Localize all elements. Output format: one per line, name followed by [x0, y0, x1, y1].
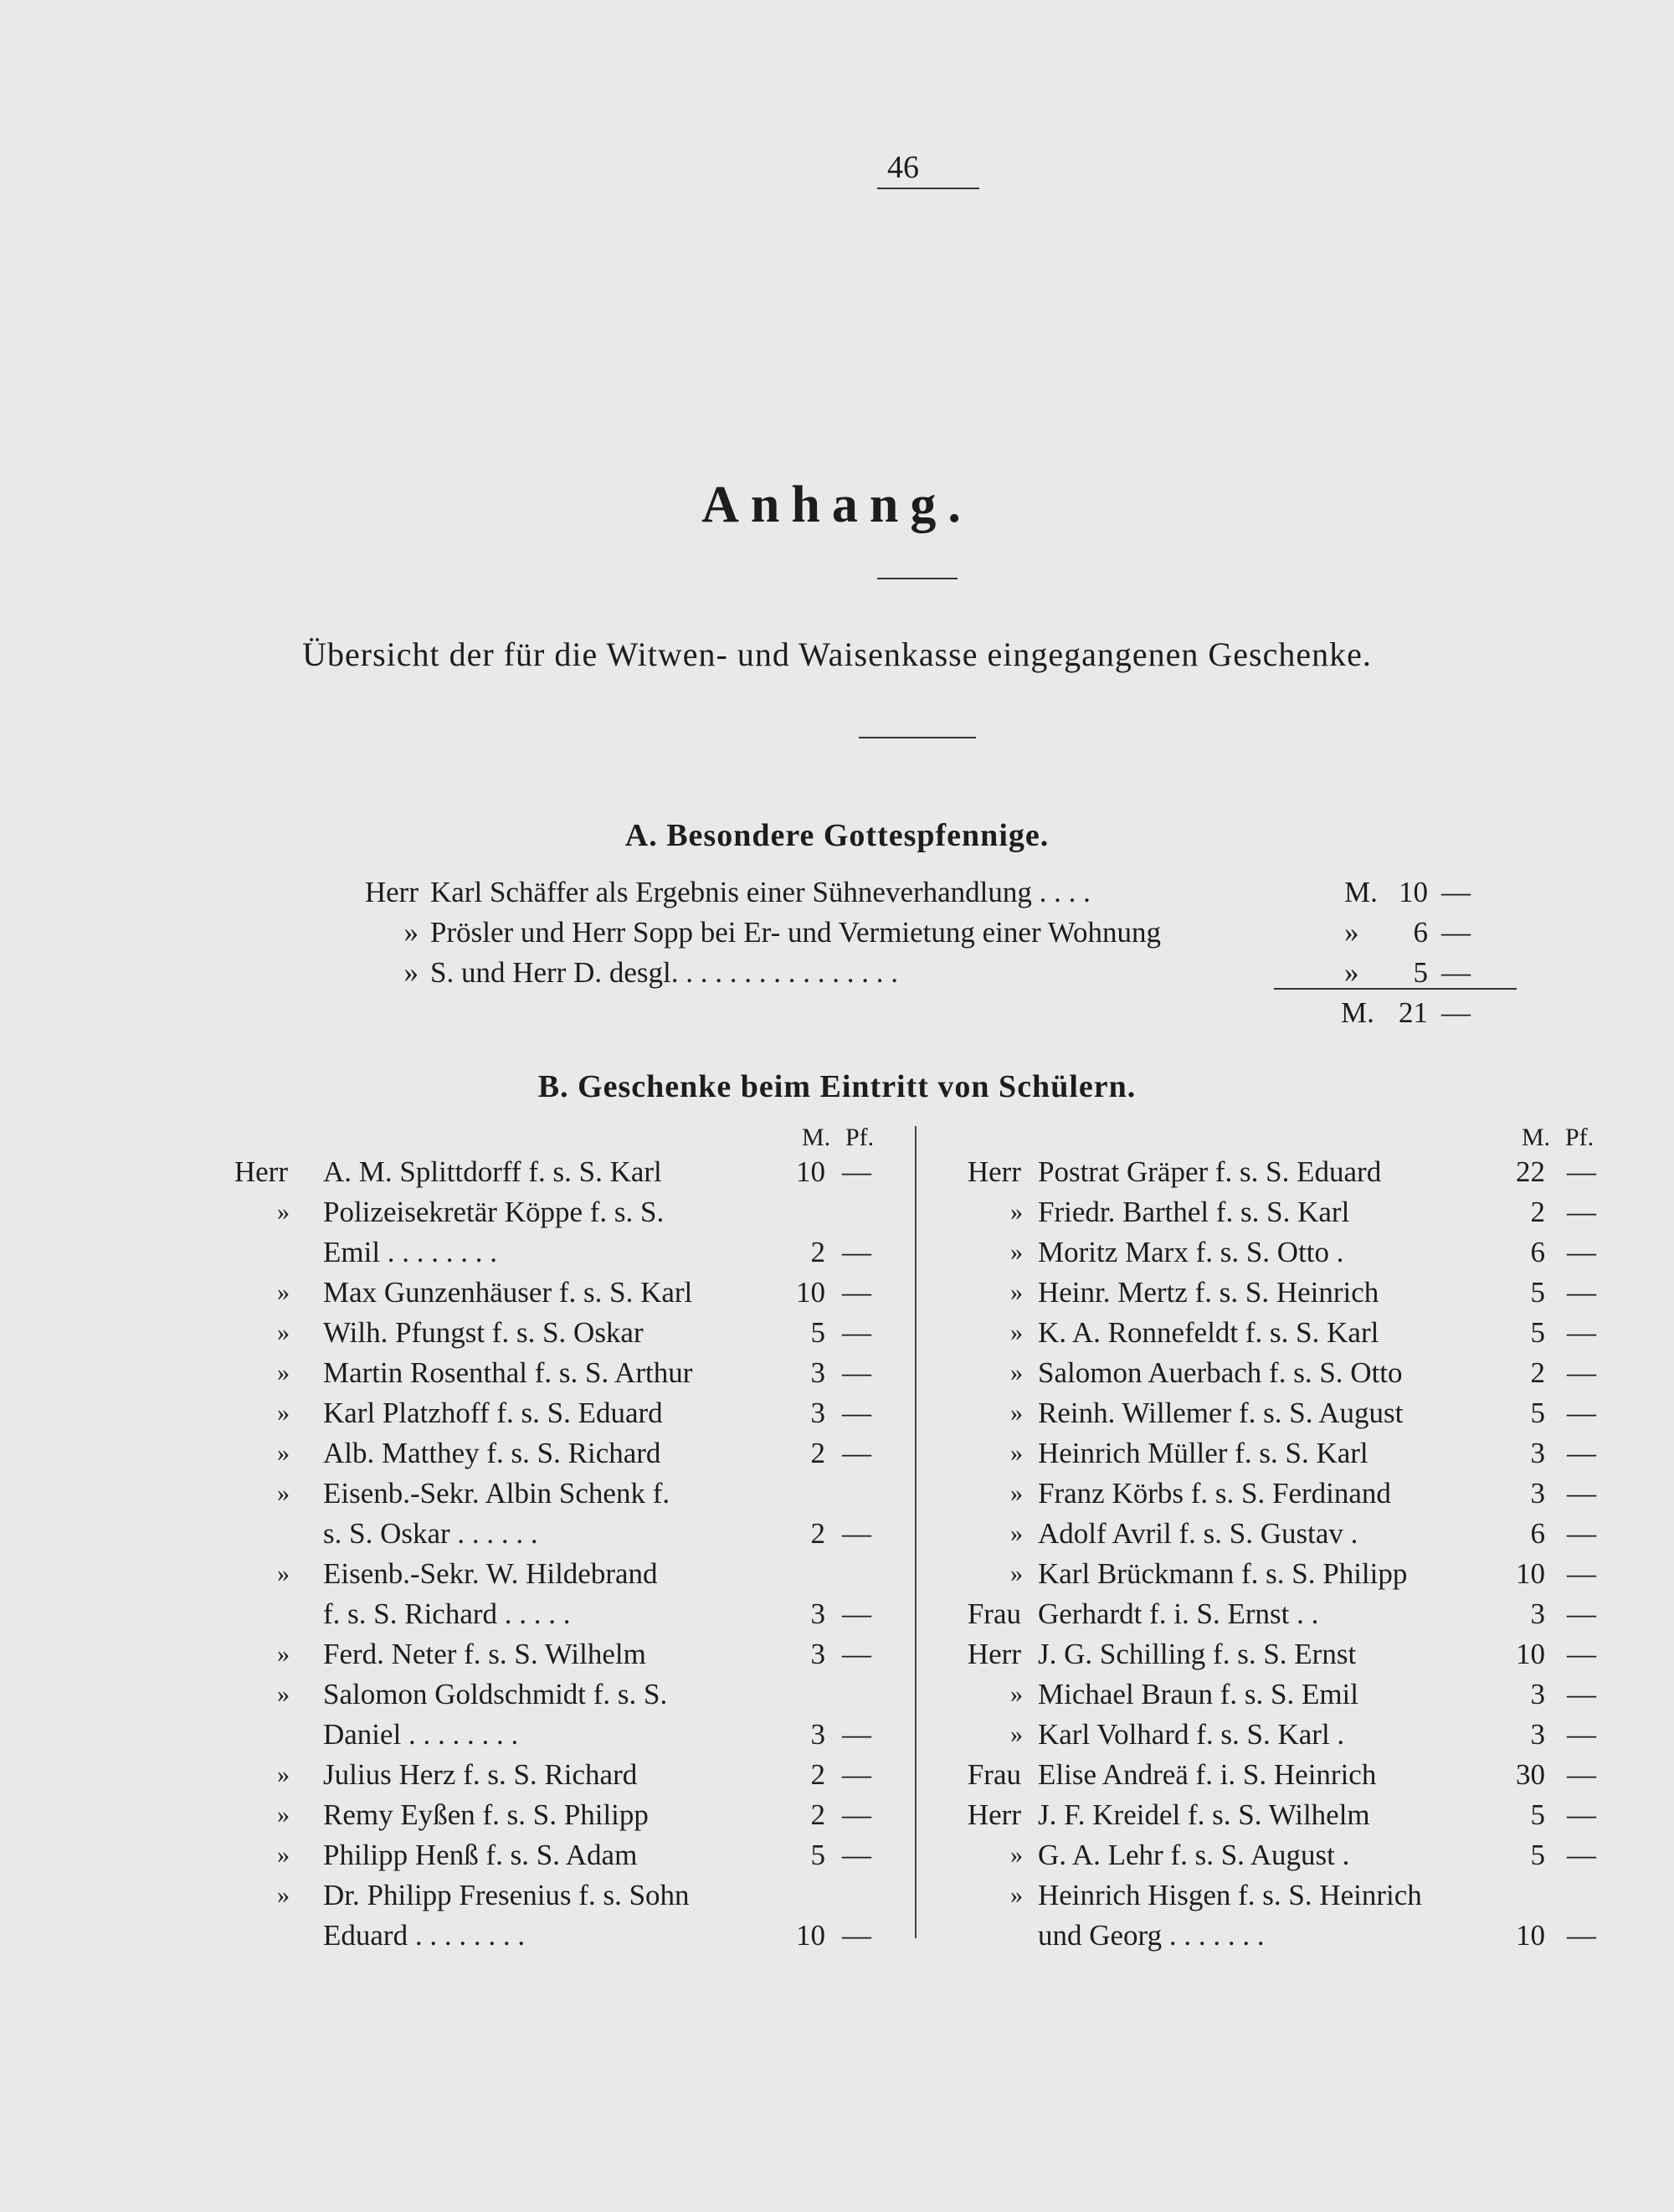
- left-col-header-pf: Pf.: [845, 1124, 875, 1151]
- section-a-text: Karl Schäffer als Ergebnis einer Sühneverhandlung . . . .: [430, 876, 1091, 908]
- entry-prefix: »: [277, 1881, 290, 1909]
- entry-mark-amount: 6: [1530, 1517, 1545, 1550]
- entry-text: Franz Körbs f. s. S. Ferdinand: [1038, 1477, 1391, 1510]
- entry-prefix: »: [1010, 1479, 1023, 1507]
- entry-text: Adolf Avril f. s. S. Gustav .: [1038, 1517, 1358, 1550]
- entry-text: Elise Andreä f. i. S. Heinrich: [1038, 1758, 1377, 1791]
- entry-mark-amount: 10: [796, 1919, 825, 1952]
- entry-mark-amount: 2: [810, 1758, 825, 1791]
- entry-text: Postrat Gräper f. s. S. Eduard: [1038, 1155, 1382, 1188]
- entry-pf: —: [842, 1356, 871, 1389]
- entry-text: Reinh. Willemer f. s. S. August: [1038, 1397, 1404, 1429]
- entry-pf: —: [842, 1437, 871, 1469]
- entry-prefix: »: [277, 1319, 290, 1346]
- section-a-amount: 6: [1413, 916, 1428, 949]
- entry-pf: —: [1567, 1477, 1596, 1510]
- entry-mark-amount: 3: [810, 1718, 825, 1751]
- entry-text: K. A. Ronnefeldt f. s. S. Karl: [1038, 1316, 1379, 1349]
- entry-mark-amount: 10: [1516, 1557, 1545, 1590]
- entry-pf: —: [1567, 1718, 1596, 1751]
- left-col-header-m: M.: [802, 1124, 831, 1151]
- overview-subtitle: Übersicht der für die Witwen- und Waisenkasse eingegangenen Geschenke.: [302, 635, 1372, 673]
- entry-pf: —: [842, 1638, 871, 1670]
- entry-mark-amount: 3: [810, 1356, 825, 1389]
- entry-text: Salomon Auerbach f. s. S. Otto: [1038, 1356, 1403, 1389]
- section-a-currency: »: [1344, 956, 1359, 989]
- entry-text: und Georg . . . . . . .: [1038, 1919, 1265, 1952]
- section-a-pf: —: [1441, 956, 1471, 989]
- section-a-amount: 10: [1399, 876, 1428, 908]
- entry-prefix: Herr: [967, 1155, 1021, 1188]
- entry-prefix: »: [1010, 1359, 1023, 1386]
- entry-mark-amount: 2: [810, 1236, 825, 1268]
- section-b-heading: B. Geschenke beim Eintritt von Schülern.: [537, 1069, 1137, 1104]
- entry-prefix: Frau: [967, 1758, 1021, 1791]
- entry-text: A. M. Splittdorff f. s. S. Karl: [323, 1155, 662, 1188]
- entry-mark-amount: 3: [1530, 1477, 1545, 1510]
- entry-text: Moritz Marx f. s. S. Otto .: [1038, 1236, 1344, 1268]
- section-a-sum-rule: [1274, 988, 1517, 990]
- entry-prefix: »: [277, 1640, 290, 1668]
- entry-prefix: »: [1010, 1680, 1023, 1708]
- entry-text: Karl Brückmann f. s. S. Philipp: [1038, 1557, 1408, 1590]
- entry-mark-amount: 5: [810, 1839, 825, 1871]
- entry-prefix: »: [1010, 1520, 1023, 1547]
- entry-prefix: »: [1010, 1560, 1023, 1587]
- entry-text: Dr. Philipp Fresenius f. s. Sohn: [323, 1879, 690, 1911]
- entry-prefix: »: [277, 1278, 290, 1306]
- section-a-heading: A. Besondere Gottespfennige.: [624, 818, 1050, 853]
- entry-mark-amount: 3: [810, 1638, 825, 1670]
- section-a-total-amount: 21: [1399, 996, 1428, 1029]
- entry-mark-amount: 10: [1516, 1919, 1545, 1952]
- entry-pf: —: [1567, 1397, 1596, 1429]
- entry-mark-amount: 2: [1530, 1356, 1545, 1389]
- entry-mark-amount: 2: [1530, 1196, 1545, 1228]
- entry-pf: —: [842, 1517, 871, 1550]
- entry-text: Gerhardt f. i. S. Ernst . .: [1038, 1597, 1319, 1630]
- entry-prefix: »: [277, 1359, 290, 1386]
- page-number-underline: [877, 188, 979, 189]
- entry-prefix: »: [1010, 1198, 1023, 1226]
- section-a-amount: 5: [1413, 956, 1428, 989]
- entry-pf: —: [1567, 1196, 1596, 1228]
- entry-prefix: »: [277, 1680, 290, 1708]
- entry-mark-amount: 5: [1530, 1397, 1545, 1429]
- entry-pf: —: [842, 1597, 871, 1630]
- entry-mark-amount: 3: [1530, 1718, 1545, 1751]
- entry-text: Polizeisekretär Köppe f. s. S.: [323, 1196, 665, 1228]
- column-divider: [915, 1126, 917, 1938]
- entry-text: Heinrich Müller f. s. S. Karl: [1038, 1437, 1368, 1469]
- entry-prefix: »: [277, 1761, 290, 1788]
- entry-text: Philipp Henß f. s. S. Adam: [323, 1839, 638, 1871]
- entry-pf: —: [1567, 1437, 1596, 1469]
- entry-pf: —: [1567, 1276, 1596, 1309]
- entry-text: Salomon Goldschmidt f. s. S.: [323, 1678, 668, 1710]
- title-divider: [877, 578, 958, 579]
- entry-text: Eisenb.-Sekr. W. Hildebrand: [323, 1557, 658, 1590]
- entry-pf: —: [842, 1718, 871, 1751]
- entry-mark-amount: 2: [810, 1517, 825, 1550]
- entry-text: Ferd. Neter f. s. S. Wilhelm: [323, 1638, 646, 1670]
- entry-prefix: »: [277, 1479, 290, 1507]
- entry-pf: —: [1567, 1678, 1596, 1710]
- entry-prefix: »: [1010, 1439, 1023, 1467]
- entry-text: Emil . . . . . . . .: [323, 1236, 498, 1268]
- entry-text: Martin Rosenthal f. s. S. Arthur: [323, 1356, 693, 1389]
- entry-pf: —: [842, 1155, 871, 1188]
- section-a-currency: M.: [1344, 876, 1378, 908]
- entry-pf: —: [842, 1919, 871, 1952]
- entry-prefix: Frau: [967, 1597, 1021, 1630]
- section-a-text: Prösler und Herr Sopp bei Er- und Vermietung einer Wohnung: [430, 916, 1161, 949]
- entry-text: Michael Braun f. s. S. Emil: [1038, 1678, 1359, 1710]
- section-a-pf: —: [1441, 916, 1471, 949]
- entry-text: Karl Volhard f. s. S. Karl .: [1038, 1718, 1345, 1751]
- entry-text: J. F. Kreidel f. s. S. Wilhelm: [1038, 1798, 1370, 1831]
- entry-mark-amount: 10: [1516, 1638, 1545, 1670]
- entry-prefix: »: [277, 1439, 290, 1467]
- entry-prefix: »: [1010, 1278, 1023, 1306]
- entry-mark-amount: 5: [1530, 1839, 1545, 1871]
- entry-prefix: »: [1010, 1238, 1023, 1266]
- entry-prefix: »: [277, 1560, 290, 1587]
- entry-text: Friedr. Barthel f. s. S. Karl: [1038, 1196, 1350, 1228]
- section-a-prefix: Herr: [364, 876, 418, 908]
- entry-prefix: »: [277, 1198, 290, 1226]
- entry-pf: —: [1567, 1316, 1596, 1349]
- entry-mark-amount: 3: [810, 1597, 825, 1630]
- entry-prefix: »: [1010, 1721, 1023, 1748]
- entry-text: Heinrich Hisgen f. s. S. Heinrich: [1038, 1879, 1422, 1911]
- entry-prefix: »: [277, 1841, 290, 1869]
- entry-text: Heinr. Mertz f. s. S. Heinrich: [1038, 1276, 1379, 1309]
- entry-prefix: »: [1010, 1319, 1023, 1346]
- entry-pf: —: [1567, 1919, 1596, 1952]
- page-number: 46: [887, 150, 919, 185]
- entry-mark-amount: 5: [1530, 1316, 1545, 1349]
- entry-text: Eisenb.-Sekr. Albin Schenk f.: [323, 1477, 670, 1510]
- entry-pf: —: [1567, 1798, 1596, 1831]
- entry-pf: —: [842, 1236, 871, 1268]
- section-a-prefix: »: [403, 956, 418, 989]
- entry-prefix: »: [1010, 1841, 1023, 1869]
- section-a-prefix: »: [403, 916, 418, 949]
- section-a-total-currency: M.: [1341, 996, 1374, 1029]
- entry-pf: —: [842, 1316, 871, 1349]
- entry-prefix: »: [1010, 1399, 1023, 1427]
- entry-prefix: Herr: [967, 1798, 1021, 1831]
- entry-text: f. s. S. Richard . . . . .: [323, 1597, 571, 1630]
- entry-mark-amount: 2: [810, 1798, 825, 1831]
- entry-pf: —: [1567, 1517, 1596, 1550]
- section-a-currency: »: [1344, 916, 1359, 949]
- entry-mark-amount: 10: [796, 1155, 825, 1188]
- entry-pf: —: [842, 1798, 871, 1831]
- entry-pf: —: [842, 1758, 871, 1791]
- entry-mark-amount: 3: [1530, 1437, 1545, 1469]
- entry-text: G. A. Lehr f. s. S. August .: [1038, 1839, 1350, 1871]
- entry-text: Alb. Matthey f. s. S. Richard: [323, 1437, 661, 1469]
- entry-pf: —: [1567, 1758, 1596, 1791]
- entry-prefix: »: [277, 1801, 290, 1829]
- right-col-header-pf: Pf.: [1565, 1124, 1594, 1151]
- entry-mark-amount: 3: [1530, 1678, 1545, 1710]
- entry-mark-amount: 10: [796, 1276, 825, 1309]
- entry-mark-amount: 30: [1516, 1758, 1545, 1791]
- entry-text: Karl Platzhoff f. s. S. Eduard: [323, 1397, 663, 1429]
- entry-mark-amount: 5: [810, 1316, 825, 1349]
- entry-pf: —: [842, 1397, 871, 1429]
- entry-prefix: »: [1010, 1881, 1023, 1909]
- entry-text: J. G. Schilling f. s. S. Ernst: [1038, 1638, 1357, 1670]
- section-a-pf: —: [1441, 876, 1471, 908]
- entry-mark-amount: 3: [810, 1397, 825, 1429]
- entry-text: Wilh. Pfungst f. s. S. Oskar: [323, 1316, 644, 1349]
- entry-prefix: Herr: [234, 1155, 288, 1188]
- entry-mark-amount: 22: [1516, 1155, 1545, 1188]
- entry-pf: —: [1567, 1155, 1596, 1188]
- entry-text: Max Gunzenhäuser f. s. S. Karl: [323, 1276, 693, 1309]
- entry-pf: —: [1567, 1557, 1596, 1590]
- entry-text: s. S. Oskar . . . . . .: [323, 1517, 538, 1550]
- entry-pf: —: [1567, 1236, 1596, 1268]
- entry-mark-amount: 3: [1530, 1597, 1545, 1630]
- entry-pf: —: [1567, 1638, 1596, 1670]
- entry-prefix: Herr: [967, 1638, 1021, 1670]
- right-col-header-m: M.: [1522, 1124, 1551, 1151]
- entry-mark-amount: 6: [1530, 1236, 1545, 1268]
- section-a-total-pf: —: [1441, 996, 1471, 1029]
- appendix-title: Anhang.: [701, 476, 973, 533]
- entry-pf: —: [1567, 1839, 1596, 1871]
- entry-prefix: »: [277, 1399, 290, 1427]
- entry-text: Remy Eyßen f. s. S. Philipp: [323, 1798, 649, 1831]
- entry-text: Eduard . . . . . . . .: [323, 1919, 526, 1952]
- entry-pf: —: [842, 1839, 871, 1871]
- entry-mark-amount: 5: [1530, 1276, 1545, 1309]
- entry-pf: —: [1567, 1597, 1596, 1630]
- entry-mark-amount: 5: [1530, 1798, 1545, 1831]
- entry-pf: —: [842, 1276, 871, 1309]
- entry-text: Daniel . . . . . . . .: [323, 1718, 519, 1751]
- subtitle-divider: [859, 737, 976, 738]
- entry-mark-amount: 2: [810, 1437, 825, 1469]
- entry-text: Julius Herz f. s. S. Richard: [323, 1758, 638, 1791]
- section-a-text: S. und Herr D. desgl. . . . . . . . . . . . . . . .: [430, 956, 898, 989]
- entry-pf: —: [1567, 1356, 1596, 1389]
